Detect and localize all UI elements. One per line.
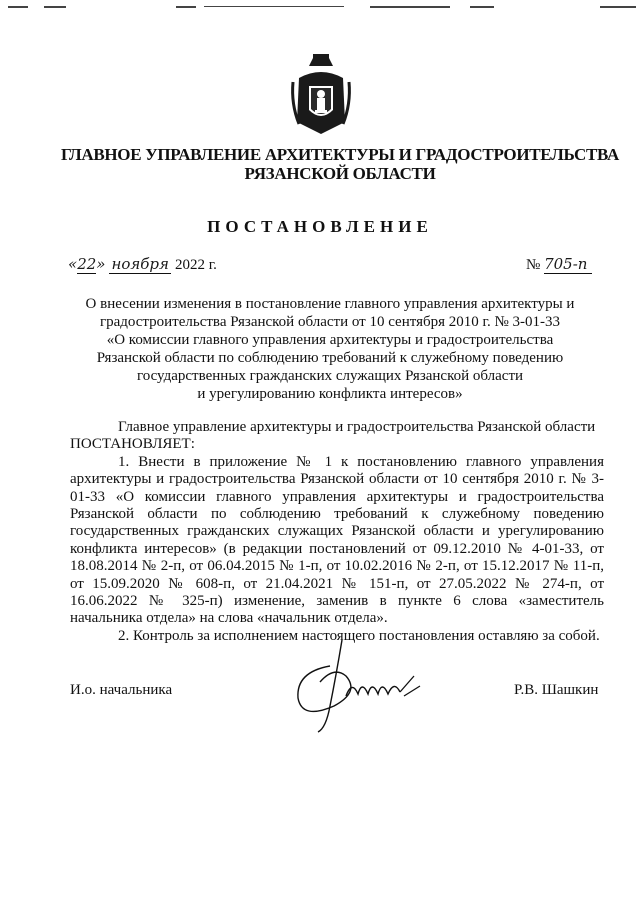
date-open-quote: « xyxy=(68,255,78,273)
date-day: 22 xyxy=(77,255,97,273)
document-date xyxy=(68,255,217,274)
document-type: ПОСТАНОВЛЕНИЕ xyxy=(207,217,433,236)
number-prefix: № xyxy=(526,257,541,273)
organization-name-line2: РЯЗАНСКОЙ ОБЛАСТИ xyxy=(244,164,436,183)
scan-artifact xyxy=(8,6,28,8)
subject-line: «О комиссии главного управления архитектуры и градостроительства xyxy=(106,332,554,348)
body-item-2: 2. Контроль за исполнением настоящего постановления оставляю за собой. xyxy=(118,627,600,644)
subject-line: О внесении изменения в постановление главного управления архитектуры и xyxy=(85,296,575,312)
organization-name-line1: ГЛАВНОЕ УПРАВЛЕНИЕ АРХИТЕКТУРЫ И ГРАДОСТРОИТЕЛЬСТВА xyxy=(61,145,619,164)
number-value: 705-п xyxy=(544,255,592,274)
scan-artifact xyxy=(44,6,66,8)
document-subject xyxy=(60,295,600,403)
subject-line: и урегулированию конфликта интересов» xyxy=(197,386,463,402)
coat-of-arms-icon xyxy=(289,52,353,136)
date-year: 2022 г. xyxy=(174,257,217,273)
scan-artifact xyxy=(176,6,196,8)
signatory-title: И.о. начальника xyxy=(70,682,173,698)
scan-artifact xyxy=(370,6,450,8)
date-month: ноября xyxy=(109,255,171,274)
subject-line: градостроительства Рязанской области от 10 сентября 2010 г. № 3-01-33 xyxy=(99,314,561,330)
subject-line: государственных гражданских служащих Рязанской области xyxy=(136,368,524,384)
scan-artifact xyxy=(204,6,344,7)
scan-artifact xyxy=(470,6,494,8)
scan-artifact xyxy=(600,6,636,8)
date-close-quote: » xyxy=(96,255,106,273)
body-intro: Главное управление архитектуры и градостроительства Рязанской области xyxy=(118,419,596,435)
body-item-1: 1. Внести в приложение № 1 к постановлению главного управления архитектуры и градостроительства Рязанской области от 10 сентября 2010 г. № 3-01-33 «О комиссии главного управления архитектуры и градостроительства Рязанской области по соблюдению требований к служебному поведению государственных гражданских служащих Рязанской области и урегулированию конфликта интересов» (в редакции постановлений от 09.12.2010 № 4-01-33, от 18.08.2014 № 2-п, от 06.04.2015 № 1-п, от 10.02.2016 № 2-п, от 15.12.2017 № 11-п, от 15.09.2020 № 608-п, от 21.04.2021 № 151-п, от 27.05.2022 № 274-п, от 16.06.2022 № 325-п) изменение, заменив в пункте 6 слова «заместитель начальника отдела» на слова «начальник отдела». xyxy=(70,453,604,627)
document-body xyxy=(70,419,604,645)
document-number xyxy=(526,255,592,274)
handwritten-signature-icon xyxy=(290,636,430,736)
subject-line: Рязанской области по соблюдению требований к служебному поведению xyxy=(96,350,564,366)
signatory-name: Р.В. Шашкин xyxy=(514,682,599,698)
body-decree: ПОСТАНОВЛЯЕТ: xyxy=(70,436,195,453)
